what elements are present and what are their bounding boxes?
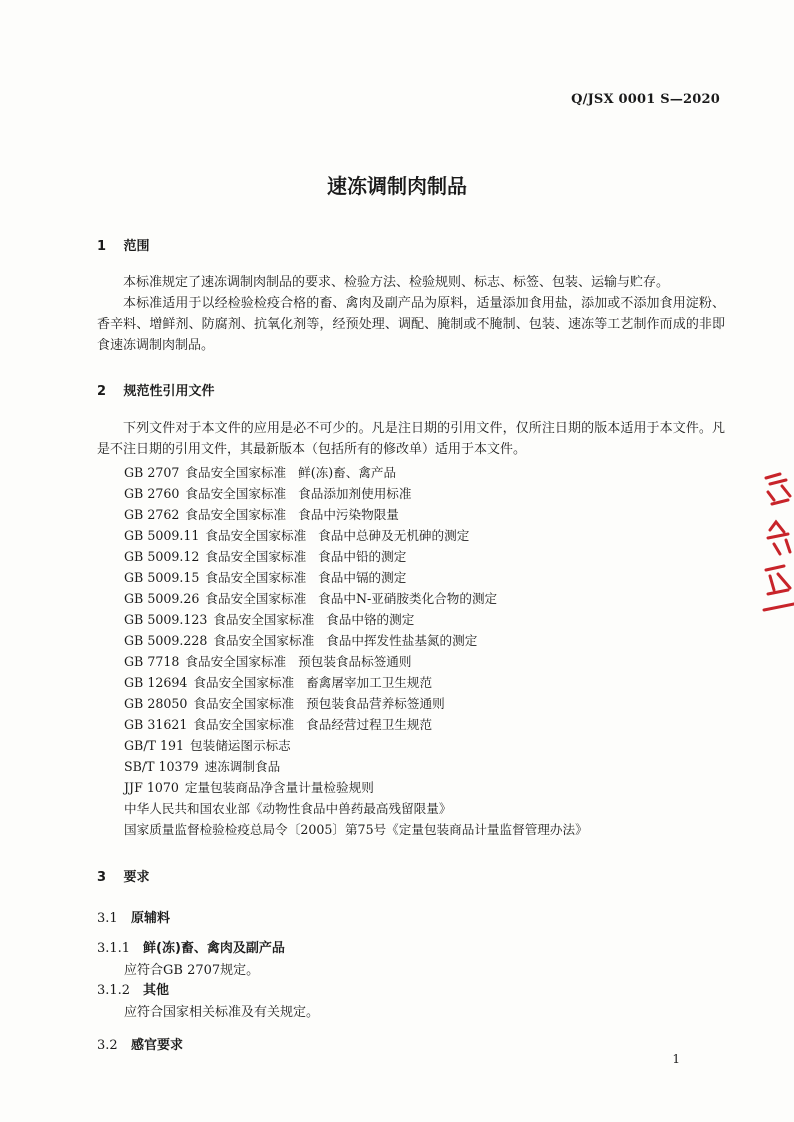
scope-paragraph-1: 本标准规定了速冻调制肉制品的要求、检验方法、检验规则、标志、标签、包装、运输与贮存。 [123, 275, 670, 290]
section-title: 范围 [123, 239, 150, 254]
page-number: 1 [672, 1052, 680, 1066]
section-title: 规范性引用文件 [123, 384, 215, 399]
list-item: GB 2707 食品安全国家标准 鲜(冻)畜、禽产品 [124, 465, 397, 480]
list-item: GB 7718 食品安全国家标准 预包装食品标签通则 [124, 654, 412, 669]
document-code: Q/JSX 0001 S—2020 [571, 92, 720, 107]
section-1-heading [97, 235, 150, 254]
red-seal-stamp-icon [760, 470, 794, 620]
subsection-3-2-heading: 3.2 感官要求 [97, 1038, 184, 1053]
section-title: 要求 [123, 870, 150, 885]
section-3-heading [97, 866, 150, 885]
document-title: 速冻调制肉制品 [327, 174, 467, 198]
list-item: GB/T 191 包装储运图示标志 [124, 738, 291, 753]
list-item: GB 12694 食品安全国家标准 畜禽屠宰加工卫生规范 [124, 675, 433, 690]
subsection-3-1-2-text: 应符合国家相关标准及有关规定。 [124, 1005, 320, 1020]
reference-list [124, 462, 588, 840]
references-intro: 下列文件对于本文件的应用是必不可少的。凡是注日期的引用文件，仅所注日期的版本适用于本文件。凡是不注日期的引用文件，其最新版本（包括所有的修改单）适用于本文件。 [97, 421, 725, 457]
list-item: GB 31621 食品安全国家标准 食品经营过程卫生规范 [124, 717, 433, 732]
list-item: GB 5009.26 食品安全国家标准 食品中N-亚硝胺类化合物的测定 [124, 591, 498, 606]
section-number: 2 [97, 384, 107, 399]
list-item: GB 5009.12 食品安全国家标准 食品中铅的测定 [124, 549, 407, 564]
subsection-3-1-2-heading: 3.1.2 其他 [97, 983, 170, 998]
section-2-heading [97, 380, 215, 399]
subsection-3-1-1-text: 应符合GB 2707规定。 [124, 963, 260, 978]
scope-paragraph-2: 本标准适用于以经检验检疫合格的畜、禽肉及副产品为原料，适量添加食用盐，添加或不添加食用淀粉、香辛料、增鲜剂、防腐剂、抗氧化剂等，经预处理、调配、腌制或不腌制、包装、速冻等工艺制作而成的非即食速冻调制肉制品。 [97, 296, 725, 353]
list-item: GB 5009.15 食品安全国家标准 食品中镉的测定 [124, 570, 407, 585]
list-item: 国家质量监督检验检疫总局令〔2005〕第75号《定量包装商品计量监督管理办法》 [124, 822, 588, 837]
list-item: GB 5009.123 食品安全国家标准 食品中铬的测定 [124, 612, 415, 627]
section-number: 1 [97, 239, 107, 254]
section-number: 3 [97, 870, 107, 885]
list-item: GB 5009.228 食品安全国家标准 食品中挥发性盐基氮的测定 [124, 633, 478, 648]
list-item: GB 2760 食品安全国家标准 食品添加剂使用标准 [124, 486, 412, 501]
list-item: GB 2762 食品安全国家标准 食品中污染物限量 [124, 507, 399, 522]
list-item: 中华人民共和国农业部《动物性食品中兽药最高残留限量》 [124, 801, 452, 816]
list-item: SB/T 10379 速冻调制食品 [124, 759, 281, 774]
subsection-3-1-1-heading: 3.1.1 鲜(冻)畜、禽肉及副产品 [97, 941, 285, 956]
list-item: GB 28050 食品安全国家标准 预包装食品营养标签通则 [124, 696, 445, 711]
subsection-3-1-heading: 3.1 原辅料 [97, 911, 171, 926]
list-item: GB 5009.11 食品安全国家标准 食品中总砷及无机砷的测定 [124, 528, 470, 543]
list-item: JJF 1070 定量包装商品净含量计量检验规则 [124, 780, 374, 795]
